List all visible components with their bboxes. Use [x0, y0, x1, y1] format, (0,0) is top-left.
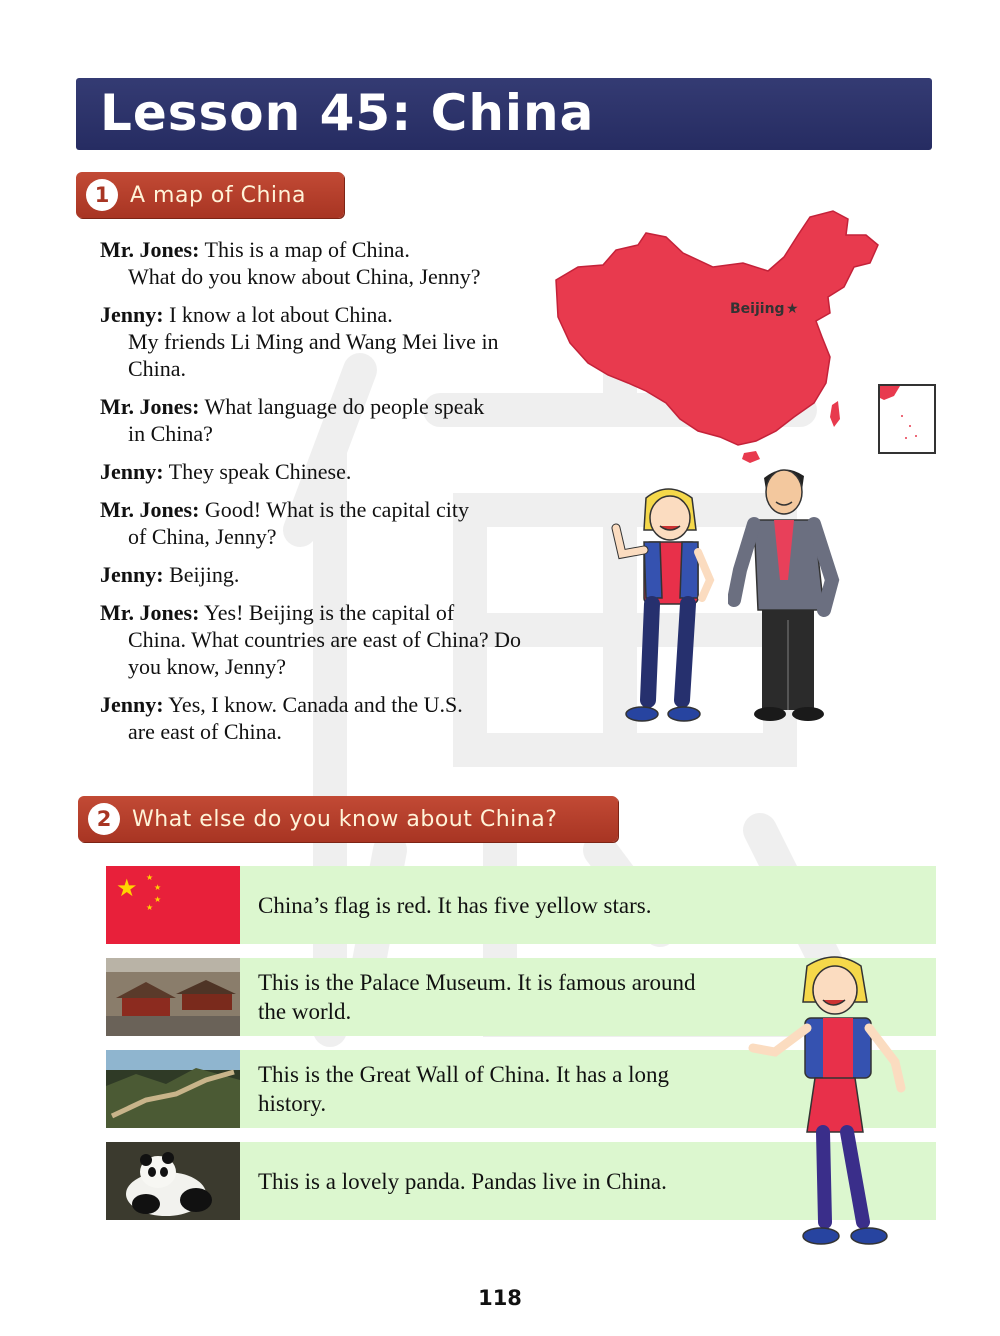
svg-text:★: ★	[116, 876, 138, 902]
jenny-illustration	[600, 480, 720, 730]
section-1-header	[76, 172, 344, 218]
lesson-title-bar	[76, 78, 932, 150]
dialog-line	[100, 561, 560, 588]
dialog-line	[100, 236, 560, 290]
svg-text:★: ★	[146, 873, 154, 882]
line-text-continued: in China?	[128, 421, 213, 446]
speaker: Mr. Jones:	[100, 600, 200, 625]
svg-text:★: ★	[146, 903, 154, 912]
fact-row-flag	[106, 866, 936, 944]
line-text: They speak Chinese.	[168, 459, 352, 484]
line-text-continued: of China, Jenny?	[128, 524, 277, 549]
dialog-line	[100, 496, 560, 550]
line-text: I know a lot about China.	[169, 302, 393, 327]
mr-jones-illustration	[728, 460, 848, 730]
capital-star-icon: ★	[786, 302, 799, 317]
page-number: 118	[478, 1286, 522, 1310]
section-2-label: What else do you know about China?	[132, 806, 558, 832]
speaker: Mr. Jones:	[100, 394, 200, 419]
taiwan-island	[830, 401, 840, 427]
line-text-continued: China. What countries are east of China? Do you know, Jenny?	[128, 627, 522, 679]
dialog	[100, 236, 560, 756]
fact-text: This is a lovely panda. Pandas live in China.	[258, 1168, 667, 1194]
beijing-label: Beijing	[730, 301, 785, 317]
line-text-continued: are east of China.	[128, 719, 282, 744]
line-text-continued: My friends Li Ming and Wang Mei live in China.	[128, 329, 499, 381]
line-text: Good! What is the capital city	[204, 497, 470, 522]
panda-photo	[106, 1142, 240, 1220]
chinese-flag-image	[106, 866, 240, 944]
jenny-pointing-illustration	[745, 952, 915, 1252]
dialog-line	[100, 458, 560, 485]
great-wall-photo	[106, 1050, 240, 1128]
china-map-shape	[556, 211, 878, 445]
section-1-label: A map of China	[130, 182, 306, 208]
dialog-line	[100, 691, 560, 745]
line-text: This is a map of China.	[204, 237, 410, 262]
speaker: Mr. Jones:	[100, 237, 200, 262]
line-text-continued: What do you know about China, Jenny?	[128, 264, 481, 289]
line-text: Beijing.	[169, 562, 240, 587]
dialog-line	[100, 599, 560, 680]
svg-text:★: ★	[154, 895, 162, 904]
section-2-header	[78, 796, 618, 842]
section-2-number: 2	[88, 803, 120, 835]
fact-text: This is the Palace Museum. It is famous around the world.	[258, 970, 696, 1024]
line-text: Yes, I know. Canada and the U.S.	[168, 692, 463, 717]
line-text: Yes! Beijing is the capital of	[204, 600, 455, 625]
dialog-line	[100, 393, 560, 447]
line-text: What language do people speak	[204, 394, 485, 419]
speaker: Jenny:	[100, 692, 164, 717]
china-map	[548, 205, 888, 465]
fact-text: China’s flag is red. It has five yellow stars.	[258, 892, 652, 918]
dialog-line	[100, 301, 560, 382]
svg-text:★: ★	[154, 883, 162, 892]
speaker: Mr. Jones:	[100, 497, 200, 522]
section-1-number: 1	[86, 179, 118, 211]
fact-text: This is the Great Wall of China. It has a long history.	[258, 1062, 670, 1116]
speaker: Jenny:	[100, 302, 164, 327]
speaker: Jenny:	[100, 562, 164, 587]
speaker: Jenny:	[100, 459, 164, 484]
south-china-sea-inset	[878, 384, 936, 454]
palace-museum-photo	[106, 958, 240, 1036]
lesson-title: Lesson 45: China	[100, 84, 595, 142]
